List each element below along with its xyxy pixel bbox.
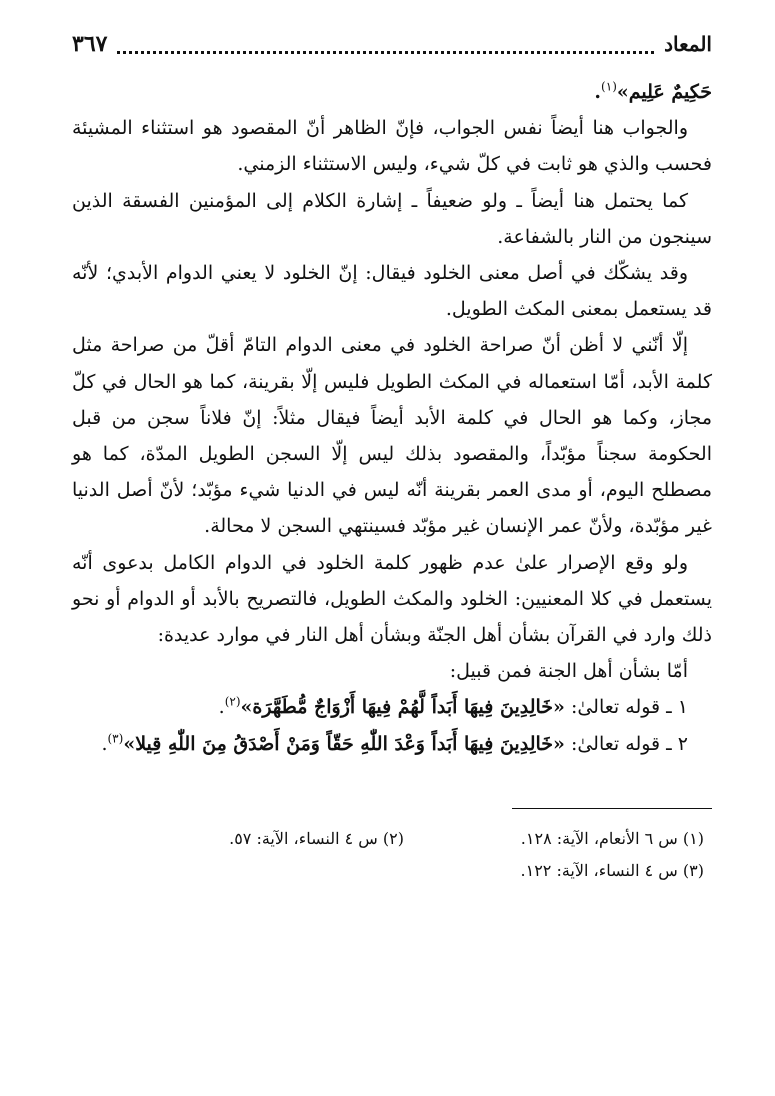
book-page <box>72 26 712 887</box>
item-2-verse: «خَالِدِينَ فِيهَا أَبَداً وَعْدَ اللّٰهِ حَقّاً وَمَنْ أَصْدَقُ مِنَ اللّٰهِ قِيلا» <box>123 732 565 755</box>
verse-continuation: حَكِيمٌ عَلِيم»$^{(١)}$. <box>594 79 712 103</box>
footnote-separator <box>512 808 712 809</box>
list-item-2: ٢ ـ قوله تعالىٰ: «خَالِدِينَ فِيهَا أَبَداً وَعْدَ اللّٰهِ حَقّاً وَمَنْ أَصْدَقُ مِنَ اللّٰهِ قِيلا»$^{(٣)}$. <box>101 731 688 755</box>
running-header <box>72 26 712 62</box>
footnote-ref-2: (٢) <box>224 695 241 710</box>
paragraph-1: والجواب هنا أيضاً نفس الجواب، فإنّ الظاهر أنّ المقصود هو استثناء المشيئة فحسب والذي هو ثابت في كلّ شيء، وليس الاستثناء الزمني. <box>72 117 712 176</box>
item-1-prefix: ١ ـ قوله تعالىٰ: <box>564 696 688 719</box>
paragraph-5: ولو وقع الإصرار علىٰ عدم ظهور كلمة الخلود في الدوام الكامل بدعوى أنّه يستعمل في كلا المعنيين: الخلود والمكث الطويل، فالتصريح بالأبد أو الدوام أو نحو ذلك وارد في القرآن بشأن أهل الجنّة وبشأن أهل النار في موارد عديدة: <box>72 551 712 647</box>
leader-dots <box>117 51 654 54</box>
footnote-2: (٢) س ٤ النساء، الآية: ٥٧. <box>229 828 404 848</box>
list-item-1: ١ ـ قوله تعالىٰ: «خَالِدِينَ فِيهَا أَبَداً لَّهُمْ فِيهَا أَزْوَاجٌ مُّطَهَّرَة»$^{(٢)}$. <box>218 695 688 719</box>
item-1-verse: «خَالِدِينَ فِيهَا أَبَداً لَّهُمْ فِيهَا أَزْوَاجٌ مُّطَهَّرَة» <box>240 696 565 719</box>
item-2-prefix: ٢ ـ قوله تعالىٰ: <box>564 732 688 755</box>
paragraph-2: كما يحتمل هنا أيضاً ـ ولو ضعيفاً ـ إشارة الكلام إلى المؤمنين الفسقة الذين سينجون من النار بالشفاعة. <box>72 189 712 248</box>
footnotes <box>72 823 712 887</box>
footnote-ref-3: (٣) <box>107 731 124 746</box>
verse-text: حَكِيمٌ عَلِيم» <box>616 81 712 103</box>
paragraph-3: وقد يشكّك في أصل معنى الخلود فيقال: إنّ الخلود لا يعني الدوام الأبدي؛ لأنّه قد يستعمل بمعنى المكث الطويل. <box>72 262 712 321</box>
main-text <box>72 74 712 762</box>
paragraph-6: أمّا بشأن أهل الجنة فمن قبيل: <box>449 660 688 683</box>
paragraph-4: إلّا أنّني لا أظن أنّ صراحة الخلود في معنى الدوام التامّ أقلّ من صراحة مثل كلمة الأبد، أمّا استعماله في المكث الطويل فليس إلّا بقرينة، كما هو الحال في كلّ مجاز، وكما هو الحال في كلمة الأبد أيضاً فيقال مثلاً: إنّ فلاناً سجن من قبل الحكومة سجناً مؤبّداً، والمقصود بذلك ليس إلّا السجن الطويل المدّة، كما هو مصطلح اليوم، أو مدى العمر بقرينة أنّه ليس في الدنيا شيء مؤبّد؛ لأنّ أصل الدنيا غير مؤبّدة، ولأنّ عمر الإنسان غير مؤبّد فسينتهي السجن لا محالة. <box>72 334 712 538</box>
footnote-ref-1: (١) <box>601 79 617 94</box>
footnote-1: (١) س ٦ الأنعام، الآية: ١٢٨. <box>520 828 704 848</box>
page-number: ٣٦٧ <box>72 31 108 57</box>
footnote-3: (٣) س ٤ النساء، الآية: ١٢٢. <box>520 860 704 880</box>
footnote-row <box>72 823 712 855</box>
chapter-title: المعاد <box>664 32 712 56</box>
